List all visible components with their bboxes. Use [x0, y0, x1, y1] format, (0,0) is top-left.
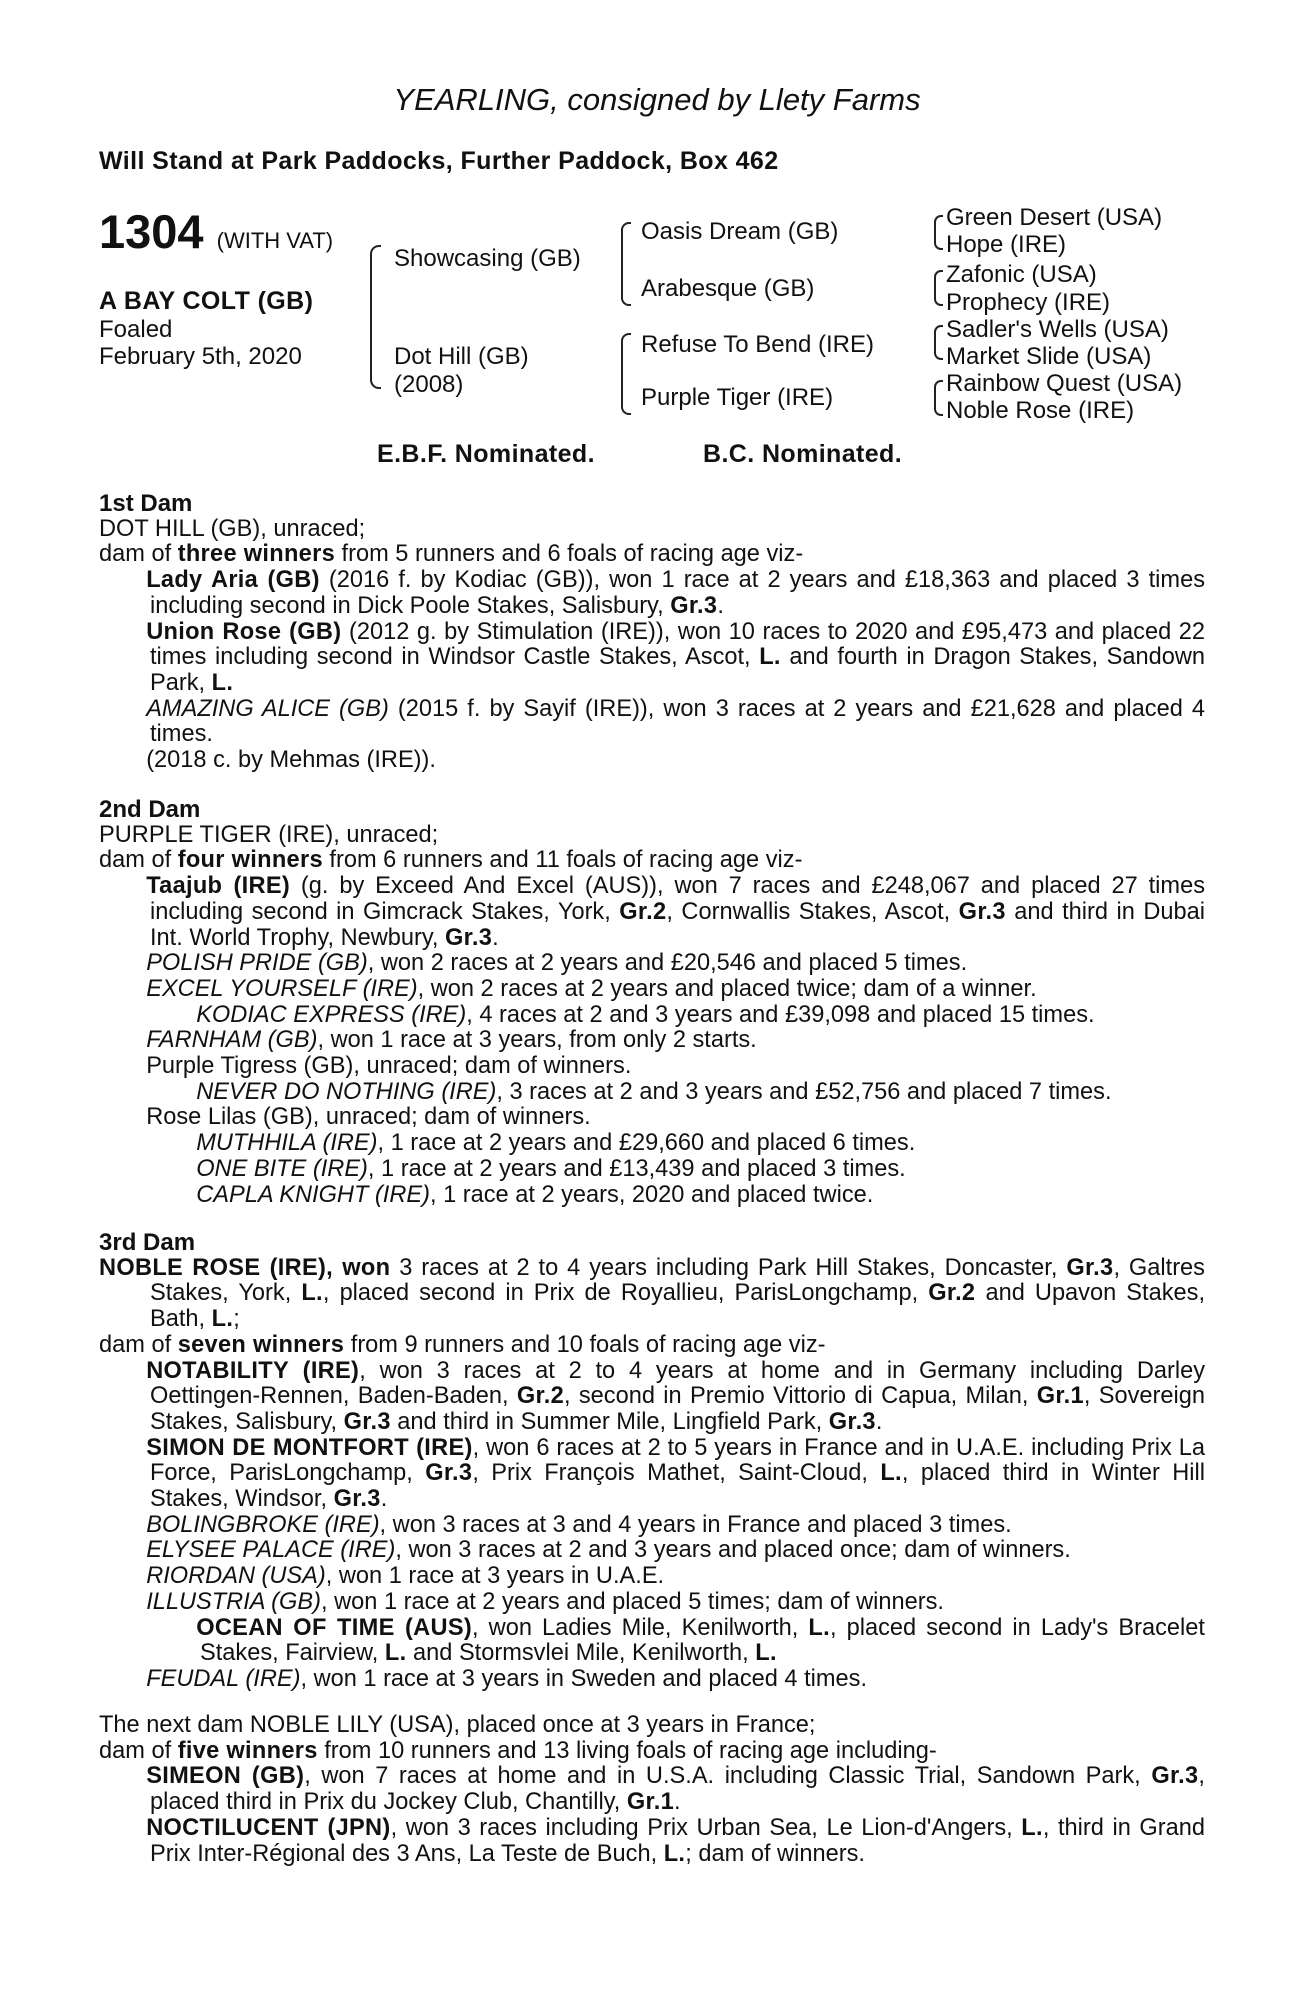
offspring-entry: Union Rose (GB) (2012 g. by Stimulation (IRE)), won 10 races to 2020 and £95,473 and placed 22 times including second in Windsor Castle Stakes, Ascot, L. and fourth in Dragon Stakes, Sandown Park, L.: [146, 618, 1205, 696]
second-dam-heading: 2nd Dam: [99, 796, 201, 823]
offspring-entry: NOCTILUCENT (JPN), won 3 races including Prix Urban Sea, Le Lion-d'Angers, L., third in Grand Prix Inter-Régional des 3 Ans, La Teste de Buch, L.; dam of winners.: [146, 1814, 1205, 1867]
third-dam-heading: 3rd Dam: [99, 1229, 196, 1256]
offspring-entry: Taajub (IRE) (g. by Exceed And Excel (AUS)), won 7 races and £248,067 and placed 27 times including second in Gimcrack Stakes, York, Gr.2, Cornwallis Stakes, Ascot, Gr.3 and third in Dubai Int. World Trophy, Newbury, Gr.3.: [146, 873, 1206, 951]
great-granddam-2: Prophecy (IRE): [946, 289, 1111, 316]
dam-sire: Refuse To Bend (IRE): [641, 331, 875, 358]
grand-offspring-entry: ONE BITE (IRE), 1 race at 2 years and £13,439 and placed 3 times.: [196, 1155, 906, 1182]
foaled-label: Foaled: [99, 316, 173, 343]
foaled-info: [99, 316, 302, 370]
ebf-nomination: E.B.F. Nominated.: [377, 440, 595, 468]
offspring-entry: Lady Aria (GB) (2016 f. by Kodiac (GB)), won 1 race at 2 years and £18,363 and placed 3 times including second in Dick Poole Stakes, Salisbury, Gr.3.: [146, 567, 1205, 619]
great-grandsire-1: Green Desert (USA): [946, 204, 1163, 231]
pedigree-bracket-main: [370, 245, 381, 389]
offspring-entry: FARNHAM (GB), won 1 race at 3 years, from only 2 starts.: [146, 1027, 757, 1054]
great-grandsire-2: Zafonic (USA): [946, 261, 1097, 288]
offspring-entry: NOTABILITY (IRE), won 3 races at 2 to 4 years at home and in Germany including Darley Oettingen-Rennen, Baden-Baden, Gr.2, second in Premio Vittorio di Capua, Milan, Gr.1, Sovereign Stakes, Salisbury, Gr.3 and third in Summer Mile, Lingfield Park, Gr.3.: [146, 1357, 1206, 1435]
grand-offspring-entry: NEVER DO NOTHING (IRE), 3 races at 2 and 3 years and £52,756 and placed 7 times.: [196, 1078, 1112, 1105]
sire: Showcasing (GB): [394, 245, 581, 272]
bc-nomination: B.C. Nominated.: [703, 440, 903, 468]
second-dam-intro: PURPLE TIGER (IRE), unraced;: [99, 821, 439, 848]
vat-note: (WITH VAT): [216, 228, 334, 253]
first-dam-section: [99, 491, 1205, 774]
offspring-entry: AMAZING ALICE (GB) (2015 f. by Sayif (IRE)), won 3 races at 2 years and £21,628 and placed 4 times.: [146, 695, 1205, 748]
lot-number-block: [99, 204, 333, 269]
offspring-entry: POLISH PRIDE (GB), won 2 races at 2 years and £20,546 and placed 5 times.: [146, 950, 968, 977]
great-granddam-3: Market Slide (USA): [946, 343, 1152, 370]
sire-dam: Arabesque (GB): [641, 275, 815, 302]
foaled-date: February 5th, 2020: [99, 343, 302, 370]
first-dam-produce: dam of three winners from 5 runners and 6 foals of racing age viz-: [99, 541, 804, 568]
stand-location: Will Stand at Park Paddocks, Further Paddock, Box 462: [99, 147, 779, 175]
grand-offspring-entry: MUTHHILA (IRE), 1 race at 2 years and £29,660 and placed 6 times.: [196, 1130, 916, 1157]
offspring-entry: RIORDAN (USA), won 1 race at 3 years in U.A.E.: [146, 1563, 665, 1590]
pedigree-bracket-g1: [934, 215, 943, 250]
offspring-entry: EXCEL YOURSELF (IRE), won 2 races at 2 years and placed twice; dam of a winner.: [146, 975, 1037, 1002]
offspring-entry: FEUDAL (IRE), won 1 race at 3 years in Sweden and placed 4 times.: [146, 1665, 868, 1692]
second-dam-section: [99, 797, 1205, 1208]
third-dam-produce: dam of seven winners from 9 runners and 10 foals of racing age viz-: [99, 1331, 826, 1358]
grand-offspring-entry: OCEAN OF TIME (AUS), won Ladies Mile, Kenilworth, L., placed second in Lady's Bracelet Stakes, Fairview, L. and Stormsvlei Mile, Kenilworth, L.: [196, 1614, 1205, 1667]
pedigree-bracket-g4: [934, 380, 943, 416]
lot-number: 1304: [99, 205, 204, 258]
offspring-entry: ELYSEE PALACE (IRE), won 3 races at 2 and 3 years and placed once; dam of winners.: [146, 1537, 1071, 1564]
offspring-entry: (2018 c. by Mehmas (IRE)).: [146, 747, 436, 774]
great-granddam-4: Noble Rose (IRE): [946, 397, 1135, 424]
third-dam-section: [99, 1230, 1205, 1693]
first-dam-heading: 1st Dam: [99, 490, 193, 517]
offspring-entry: SIMEON (GB), won 7 races at home and in U.S.A. including Classic Trial, Sandown Park, Gr.3, placed third in Prix du Jockey Club, Chantilly, Gr.1.: [146, 1763, 1205, 1816]
pedigree-bracket-dam: [621, 333, 631, 415]
offspring-entry: SIMON DE MONTFORT (IRE), won 6 races at 2 to 5 years in France and in U.A.E. including Prix La Force, ParisLongchamp, Gr.3, Prix François Mathet, Saint-Cloud, L., placed third in Winter Hill Stakes, Windsor, Gr.3.: [146, 1434, 1205, 1513]
grand-offspring-entry: CAPLA KNIGHT (IRE), 1 race at 2 years, 2020 and placed twice.: [196, 1181, 874, 1208]
next-dam-section: [99, 1713, 1205, 1867]
dam-dam: Purple Tiger (IRE): [641, 384, 834, 411]
offspring-entry: BOLINGBROKE (IRE), won 3 races at 3 and 4 years in France and placed 3 times.: [146, 1511, 1012, 1538]
great-grandsire-3: Sadler's Wells (USA): [946, 316, 1169, 343]
pedigree-bracket-g2: [934, 270, 943, 306]
first-dam-intro: DOT HILL (GB), unraced;: [99, 515, 366, 542]
offspring-entry: Rose Lilas (GB), unraced; dam of winners.: [146, 1104, 591, 1131]
pedigree-bracket-sire: [621, 222, 631, 306]
pedigree-bracket-g3: [934, 325, 943, 360]
next-dam-produce: dam of five winners from 10 runners and 13 living foals of racing age including-: [99, 1737, 937, 1764]
dam-year: (2008): [394, 371, 464, 398]
third-dam-intro: NOBLE ROSE (IRE), won 3 races at 2 to 4 years including Park Hill Stakes, Doncaster, Gr.3, Galtres Stakes, York, L., placed second in Prix de Royallieu, ParisLongchamp, Gr.2 and Upavon Stakes, Bath, L.;: [99, 1254, 1205, 1333]
second-dam-produce: dam of four winners from 6 runners and 11 foals of racing age viz-: [99, 847, 803, 874]
offspring-entry: Purple Tigress (GB), unraced; dam of winners.: [146, 1053, 632, 1080]
great-granddam-1: Hope (IRE): [946, 231, 1067, 258]
sire-sire: Oasis Dream (GB): [641, 218, 839, 245]
catalogue-header: YEARLING, consigned by Llety Farms: [393, 82, 921, 117]
offspring-entry: ILLUSTRIA (GB), won 1 race at 2 years and placed 5 times; dam of winners.: [146, 1588, 944, 1615]
dam: Dot Hill (GB): [394, 343, 529, 370]
next-dam-intro: The next dam NOBLE LILY (USA), placed once at 3 years in France;: [99, 1712, 816, 1738]
horse-name: A BAY COLT (GB): [99, 287, 314, 315]
grand-offspring-entry: KODIAC EXPRESS (IRE), 4 races at 2 and 3 years and £39,098 and placed 15 times.: [196, 1001, 1095, 1028]
great-grandsire-4: Rainbow Quest (USA): [946, 370, 1183, 397]
